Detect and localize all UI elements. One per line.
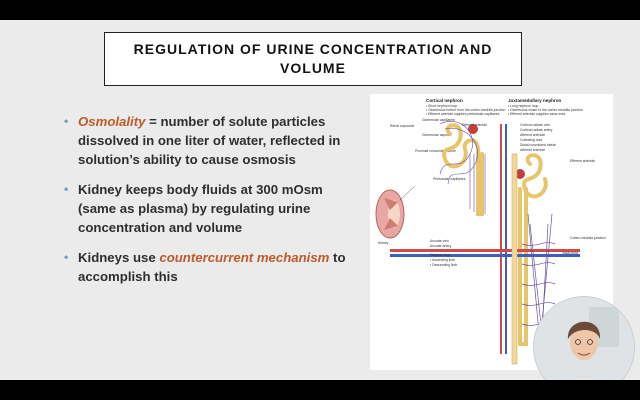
letterbox-bottom <box>0 380 640 400</box>
juxta-title: Juxtamedullary nephron <box>508 98 562 103</box>
label-peritubular: Peritubular capillaries <box>433 177 466 181</box>
cortical-note: • Efferent arteriole supplies peritubular capillaries <box>426 112 500 116</box>
bullet-dot: • <box>64 114 69 128</box>
kidney-inset <box>376 186 415 238</box>
bullet-text: Kidneys use <box>78 250 160 265</box>
label-glomerular-capillaries: Glomerular capillaries <box>422 118 455 122</box>
bullet-text-tail: to accomplish this <box>78 250 346 284</box>
cortical-title: Cortical nephron <box>426 98 463 103</box>
slide-title-box <box>104 32 522 86</box>
bullet-emphasis: Osmolality <box>78 114 146 129</box>
label-efferent-right: Efferent arteriole <box>570 159 596 163</box>
label-efferent: Efferent arteriole <box>462 123 488 127</box>
label-kidney: Kidney <box>378 241 389 245</box>
slide-title: REGULATION OF URINE CONCENTRATION AND VOLUME <box>133 41 493 76</box>
label-ascending: • Ascending limb <box>430 258 455 262</box>
bullet-dot: • <box>64 250 69 264</box>
label-afferent-2: Afferent arteriole <box>520 148 546 152</box>
collecting-duct <box>512 154 517 364</box>
label-cortical-artery: Cortical radiate artery <box>520 128 553 132</box>
label-glomerular-capsule: Glomerular capsule <box>422 133 452 137</box>
bullet-kidney-300 <box>64 180 354 237</box>
juxta-note: • Efferent arteriole supplies vasa recta <box>508 112 566 116</box>
juxta-note: • Glomerulus closer to the cortex-medulla junction <box>508 108 583 112</box>
label-cortical-vein: Cortical radiate vein <box>520 123 550 127</box>
label-renal-corpuscle: Renal corpuscle <box>390 124 415 128</box>
label-vasa-recta: Vasa recta <box>562 251 578 255</box>
juxta-note: • Long nephron loop <box>508 104 539 108</box>
label-pct: Proximal convoluted tubule <box>415 149 456 153</box>
bullet-text: Kidney keeps body fluids at 300 mOsm (same as plasma) by regulating urine concentration and volume <box>78 182 323 235</box>
bullet-list <box>64 112 354 297</box>
bullet-osmolality <box>64 112 354 169</box>
slide <box>0 20 640 380</box>
label-dct: Distal convoluted tubule <box>520 143 557 147</box>
label-collecting-duct: Collecting duct <box>520 138 543 142</box>
cortical-note: • Short nephron loop <box>426 104 457 108</box>
label-nephron-loop: Nephron loop <box>430 253 451 257</box>
letterbox-top <box>0 0 640 20</box>
label-cm-junction: Cortex-medulla junction <box>570 236 606 240</box>
label-arcuate-artery: Arcuate artery <box>430 244 452 248</box>
bullet-countercurrent <box>64 248 354 286</box>
cortical-tubules <box>444 125 482 214</box>
label-arcuate-vein: Arcuate vein <box>430 239 449 243</box>
bullet-text: = number of solute particles dissolved in one liter of water, reflected in solution’s ability to cause osmosis <box>78 114 341 167</box>
label-descending: • Descending limb <box>430 263 458 267</box>
cortical-note: • Glomerulus further from the cortex-medulla junction <box>426 108 506 112</box>
label-afferent: Afferent arteriole <box>520 133 546 137</box>
bullet-emphasis: countercurrent mechanism <box>159 250 330 265</box>
presenter-avatar <box>534 297 634 380</box>
bullet-dot: • <box>64 182 69 196</box>
